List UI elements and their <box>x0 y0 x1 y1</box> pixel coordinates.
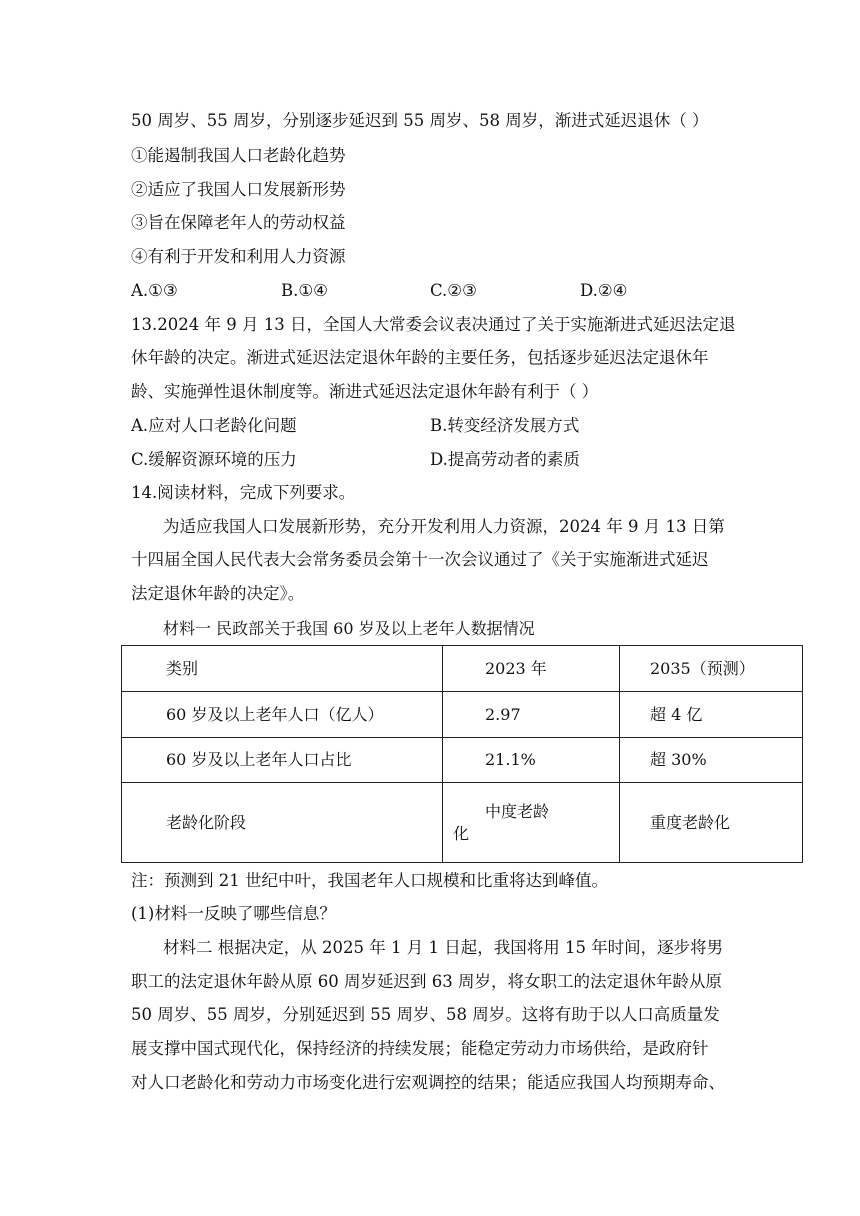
q14-intro-line-1: 为适应我国人口发展新形势，充分开发利用人力资源，2024 年 9 月 13 日第 <box>163 517 725 536</box>
q12-option-c: C.②③ <box>430 281 477 300</box>
table-cell: 老龄化阶段 <box>122 783 443 863</box>
q14-intro-line-2: 十四届全国人民代表大会常务委员会第十一次会议通过了《关于实施渐进式延迟 <box>131 550 709 569</box>
data-table <box>121 645 803 863</box>
table-row <box>122 692 803 738</box>
q13-option-d: D.提高劳动者的素质 <box>430 450 580 469</box>
material2-line-3: 50 周岁、55 周岁，分别延迟到 55 周岁、58 周岁。这将有助于以人口高质量发 <box>131 1005 720 1024</box>
material2-line-1: 材料二 根据决定，从 2025 年 1 月 1 日起，我国将用 15 年时间，逐步将男 <box>163 938 724 957</box>
material2-line-5: 对人口老龄化和劳动力市场变化进行宏观调控的结果；能适应我国人均预期寿命、 <box>131 1073 725 1092</box>
q13-stem-line-3: 龄、实施弹性退休制度等。渐进式延迟法定退休年龄有利于（ ） <box>131 382 599 401</box>
table-cell: 21.1% <box>443 738 620 783</box>
material2-line-2: 职工的法定退休年龄从原 60 周岁延迟到 63 周岁，将女职工的法定退休年龄从原 <box>131 972 722 991</box>
q13-option-a: A.应对人口老龄化问题 <box>131 416 297 435</box>
q12-option-a: A.①③ <box>131 281 178 300</box>
q13-option-b: B.转变经济发展方式 <box>430 416 580 435</box>
q12-option-d: D.②④ <box>580 281 628 300</box>
table-row <box>122 738 803 783</box>
table-cell: 60 岁及以上老年人口占比 <box>122 738 443 783</box>
material1-caption: 材料一 民政部关于我国 60 岁及以上老年人数据情况 <box>163 619 535 638</box>
material2-line-4: 展支撑中国式现代化，保持经济的持续发展；能稳定劳动力市场供给，是政府针 <box>131 1039 709 1058</box>
table-row <box>122 783 803 863</box>
header-2035: 2035（预测） <box>620 646 803 692</box>
table-cell: 60 岁及以上老年人口（亿人） <box>122 692 443 738</box>
table-note: 注：预测到 21 世纪中叶，我国老年人口规模和比重将达到峰值。 <box>131 871 608 890</box>
q13-option-c: C.缓解资源环境的压力 <box>131 450 297 469</box>
q12-stem-tail: 50 周岁、55 周岁，分别逐步延迟到 55 周岁、58 周岁，渐进式延迟退休（ ） <box>131 111 709 130</box>
q12-item-4: ④有利于开发和利用人力资源 <box>131 247 346 266</box>
table-header-row <box>122 646 803 692</box>
q12-item-1: ①能遏制我国人口老龄化趋势 <box>131 146 346 165</box>
table-cell: 超 4 亿 <box>620 692 803 738</box>
q13-stem-line-1: 13.2024 年 9 月 13 日，全国人大常委会议表决通过了关于实施渐进式延迟法定退 <box>131 315 736 334</box>
table-cell: 2.97 <box>443 692 620 738</box>
q12-option-b: B.①④ <box>281 281 328 300</box>
table-cell: 超 30% <box>620 738 803 783</box>
table-cell: 重度老龄化 <box>620 783 803 863</box>
wrapped-text-part-2: 化 <box>453 823 470 843</box>
q14-intro-line-3: 法定退休年龄的决定》。 <box>131 584 305 603</box>
wrapped-text-part-1: 中度老龄 <box>485 801 550 821</box>
q14-sub-question-1: (1)材料一反映了哪些信息？ <box>131 904 336 923</box>
q14-title: 14.阅读材料，完成下列要求。 <box>131 483 356 502</box>
q12-item-2: ②适应了我国人口发展新形势 <box>131 180 346 199</box>
header-category: 类别 <box>122 646 443 692</box>
header-2023: 2023 年 <box>443 646 620 692</box>
q13-stem-line-2: 休年龄的决定。渐进式延迟法定退休年龄的主要任务，包括逐步延迟法定退休年 <box>131 348 709 367</box>
q12-item-3: ③旨在保障老年人的劳动权益 <box>131 213 346 232</box>
table-cell-wrapped <box>443 783 620 863</box>
